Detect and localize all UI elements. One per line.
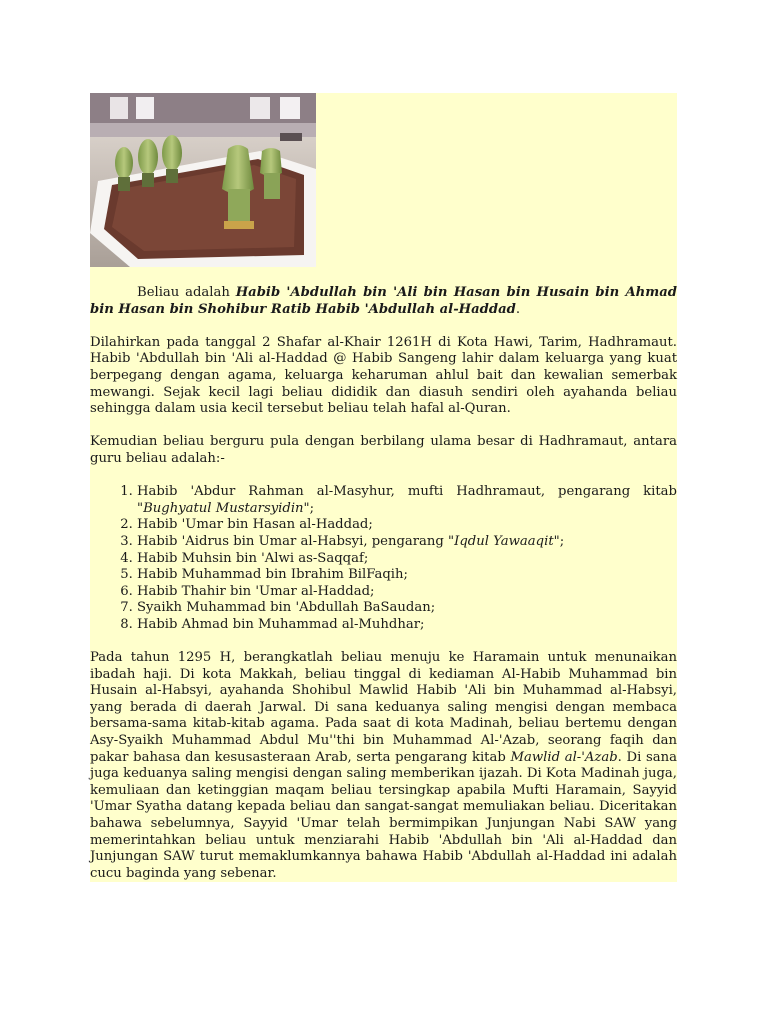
list-item: 8. Habib Ahmad bin Muhammad al-Muhdhar; [137, 617, 677, 634]
teacher-text: Habib 'Aidrus bin Umar al-Habsyi, pengarang " [137, 533, 455, 549]
article [90, 93, 677, 882]
intro-prefix: Beliau adalah [137, 285, 236, 300]
list-item: 2. Habib 'Umar bin Hasan al-Haddad; [137, 517, 677, 534]
birth-paragraph: Dilahirkan pada tanggal 2 Shafar al-Khair 1261H di Kota Hawi, Tarim, Hadhramaut. Habib 'Abdullah bin 'Ali al-Haddad @ Habib Sangeng lahir dalam keluarga yang kuat berpegang dengan agama, keluarga keharuman ahlul bait dan kewalian semerbak mewangi. Sejak kecil lagi beliau dididik dan diasuh sendiri oleh ayahanda beliau sehingga dalam usia kecil tersebut beliau telah hafal al-Quran. [90, 334, 677, 417]
list-item [137, 534, 677, 551]
book-title: Mawlid al-'Azab [510, 749, 618, 765]
teacher-text: Habib 'Abdur Rahman al-Masyhur, mufti Hadhramaut, pengarang kitab " [137, 484, 677, 516]
list-item: 6. Habib Thahir bin 'Umar al-Haddad; [137, 584, 677, 601]
book-title: Bughyatul Mustarsyidin [143, 500, 304, 516]
list-item: 4. Habib Muhsin bin 'Alwi as-Saqqaf; [137, 551, 677, 568]
list-item: 5. Habib Muhammad bin Ibrahim BilFaqih; [137, 567, 677, 584]
spacer [90, 468, 677, 485]
paragraph-text: Pada tahun 1295 H, berangkatlah beliau menuju ke Haramain untuk menunaikan ibadah haji. Di kota Makkah, beliau tinggal di kediaman Al-Habib Muhammad bin Husain al-Habsyi, ayahanda Shohibul Mawlid Habib 'Ali bin Muhammad al-Habsyi, yang berada di daerah Jarwal. Di sana keduanya saling mengisi dengan membaca bersama-sama kitab-kitab agama. Pada saat di kota Madinah, beliau bertemu dengan Asy-Syaikh Muhammad Abdul Mu''thi bin Muhammad Al-'Azab, seorang faqih dan pakar bahasa dan kesusasteraan Arab, serta pengarang kitab [90, 650, 677, 765]
intro-paragraph [90, 285, 677, 318]
list-item: 7. Syaikh Muhammad bin 'Abdullah BaSaudan; [137, 600, 677, 617]
teacher-text: "; [303, 500, 315, 516]
teacher-text: "; [553, 533, 565, 549]
intro-suffix: . [515, 301, 521, 317]
list-item [137, 484, 677, 517]
paragraph-text: . Di sana juga keduanya saling mengisi dengan saling memberikan ijazah. Di Kota Madinah juga, kemuliaan dan ketinggian maqam beliau tersingkap apabila Mufti Haramain, Sayyid 'Umar Syatha datang kepada beliau dan sangat-sangat memuliakan beliau. Diceritakan bahawa sebelumnya, Sayyid 'Umar telah bermimpikan Junjungan Nabi SAW yang memerintahkan beliau untuk menziarahi Habib 'Abdullah bin 'Ali al-Haddad dan Junjungan SAW turut memaklumkannya bahawa Habib 'Abdullah al-Haddad ini adalah cucu baginda yang sebenar. [90, 749, 678, 881]
spacer [90, 633, 677, 650]
spacer [90, 418, 677, 435]
spacer [90, 318, 677, 335]
book-title: Iqdul Yawaaqit [454, 533, 554, 549]
teachers-list [90, 484, 677, 633]
tomb-photo [90, 93, 316, 267]
full-name: Habib 'Abdullah bin 'Ali bin Hasan bin Husain bin Ahmad bin Hasan bin Shohibur Ratib Habib 'Abdullah al-Haddad [90, 285, 677, 317]
tomb-illustration [90, 93, 316, 267]
teachers-intro-paragraph: Kemudian beliau berguru pula dengan berbilang ulama besar di Hadhramaut, antara guru beliau adalah:- [90, 434, 677, 466]
hajj-paragraph [90, 650, 677, 882]
